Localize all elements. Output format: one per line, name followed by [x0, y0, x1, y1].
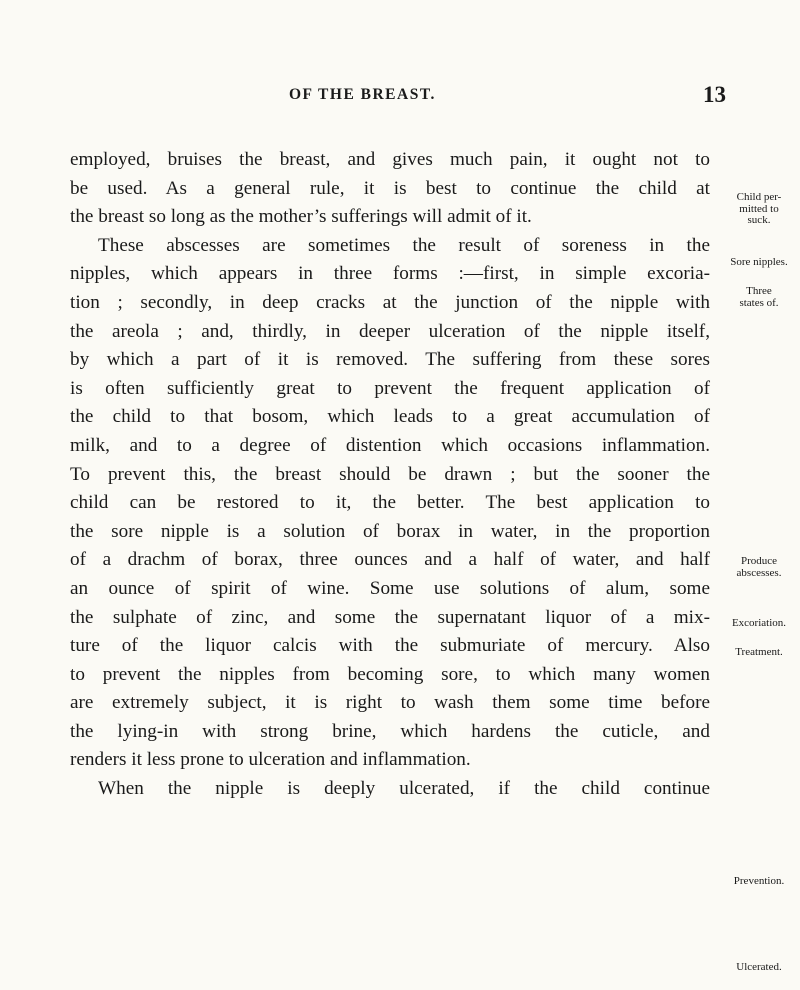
text-line: an ounce of spirit of wine. Some use solutions of alum, some: [70, 577, 710, 599]
margin-note-line: Child per-: [736, 191, 782, 203]
text-line: by which a part of it is removed. The suffering from these sores: [70, 349, 710, 371]
margin-note-ulcerated: [718, 962, 800, 974]
text-line: nipples, which appears in three forms :—first, in simple excoria-: [70, 263, 710, 285]
margin-note-excoriation: [718, 618, 800, 630]
text-line: are extremely subject, it is right to wash them some time before: [70, 692, 710, 714]
margin-note-line: Sore nipples.: [730, 256, 788, 268]
text-line: renders it less prone to ulceration and inflammation.: [70, 749, 471, 771]
text-line: of a drachm of borax, three ounces and a half of water, and half: [70, 549, 710, 571]
text-line: the sulphate of zinc, and some the supernatant liquor of a mix-: [70, 606, 710, 628]
text-line: is often sufficiently great to prevent the frequent application of: [70, 377, 710, 399]
text-line: milk, and to a degree of distention which occasions inflammation.: [70, 434, 710, 456]
margin-note-line: abscesses.: [736, 566, 782, 579]
margin-note-line: Three: [746, 285, 772, 297]
body-text: [70, 146, 710, 804]
text-line: ture of the liquor calcis with the submuriate of mercury. Also: [70, 635, 710, 657]
text-line: employed, bruises the breast, and gives much pain, it ought not to: [70, 149, 710, 170]
text-line: the child to that bosom, which leads to a great accumulation of: [70, 406, 710, 428]
text-line: To prevent this, the breast should be drawn ; but the sooner the: [70, 463, 710, 485]
margin-note-line: Treatment.: [735, 646, 783, 658]
text-line: be used. As a general rule, it is best to continue the child at: [70, 177, 710, 199]
margin-note-produce-abscesses: [718, 556, 800, 579]
margin-note-line: suck.: [747, 214, 771, 226]
page-header: [0, 82, 800, 116]
margin-note-child-permitted: [718, 192, 800, 227]
margin-note-prevention: [718, 876, 800, 888]
text-line: the areola ; and, thirdly, in deeper ulceration of the nipple itself,: [70, 320, 710, 342]
running-title: OF THE BREAST.: [289, 86, 436, 103]
margin-note-line: states of.: [739, 296, 779, 309]
text-line: to prevent the nipples from becoming sore, to which many women: [70, 663, 710, 685]
margin-note-line: Produce: [740, 555, 778, 567]
page-number: 13: [703, 82, 726, 107]
margin-note-treatment: [718, 647, 800, 659]
text-line: When the nipple is deeply ulcerated, if the child continue: [98, 778, 710, 800]
margin-note-line: Prevention.: [733, 875, 785, 887]
text-line: These abscesses are sometimes the result of soreness in the: [98, 234, 710, 256]
text-line: the sore nipple is a solution of borax in water, in the proportion: [70, 520, 710, 542]
text-line: the breast so long as the mother’s sufferings will admit of it.: [70, 206, 532, 228]
margin-note-line: mitted to: [739, 202, 779, 215]
text-line: the lying-in with strong brine, which hardens the cuticle, and: [70, 720, 710, 742]
margin-note-sore-nipples: [718, 257, 800, 269]
text-line: child can be restored to it, the better. The best application to: [70, 492, 710, 514]
margin-note-line: Excoriation.: [731, 617, 787, 629]
margin-note-line: Ulcerated.: [736, 961, 782, 973]
margin-note-three-states: [718, 286, 800, 309]
text-line: tion ; secondly, in deep cracks at the junction of the nipple with: [70, 291, 710, 313]
